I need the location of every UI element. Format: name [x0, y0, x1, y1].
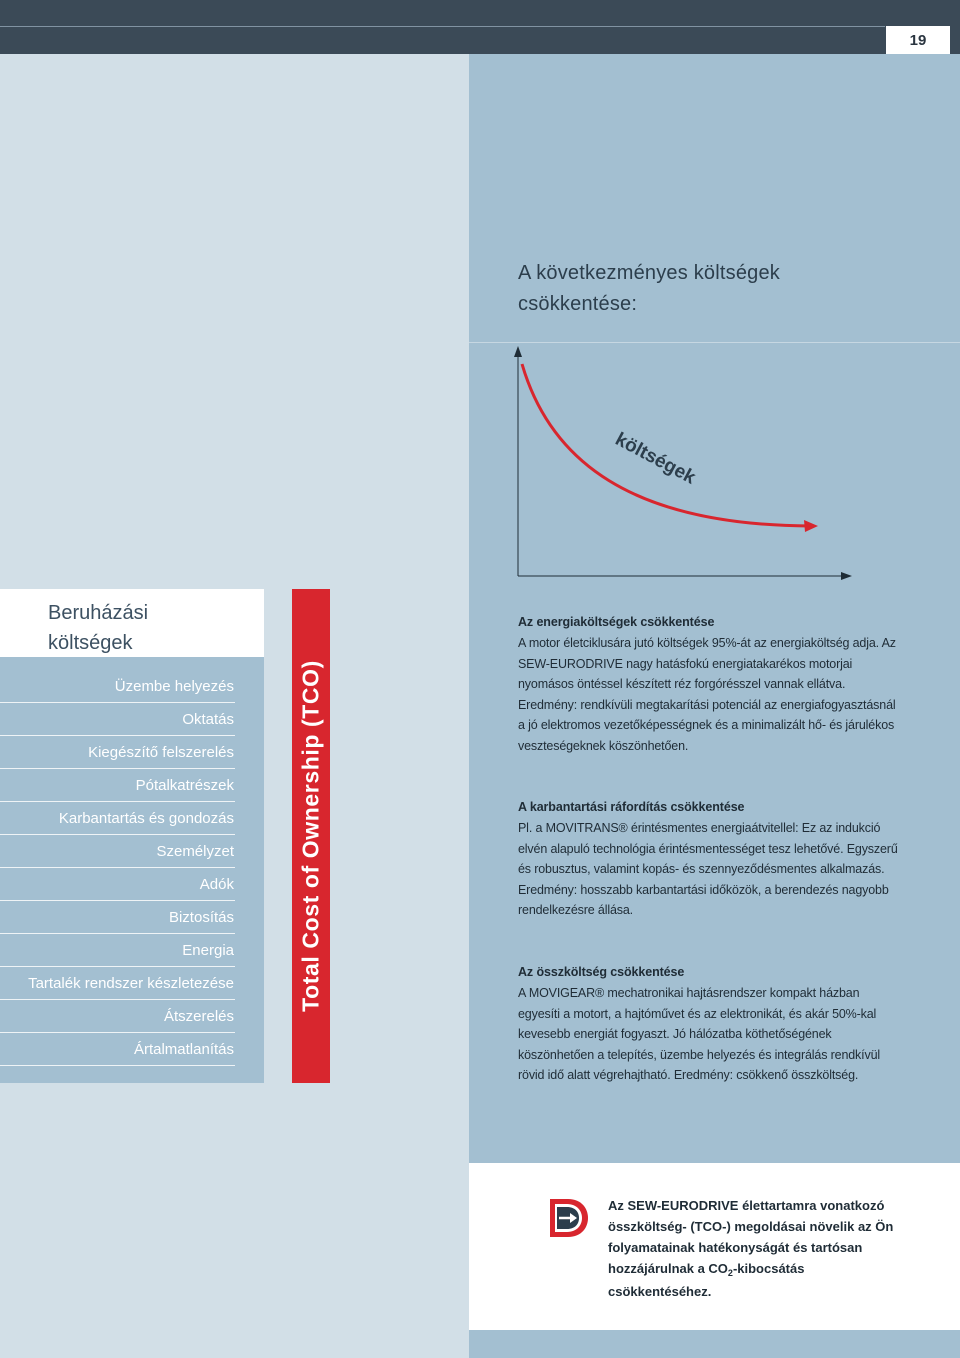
cost-curve-chart: [480, 340, 860, 590]
cost-item: Energia: [0, 934, 235, 967]
top-bar-divider: [0, 26, 886, 27]
cost-item: Adók: [0, 868, 235, 901]
cost-item: Átszerelés: [0, 1000, 235, 1033]
cost-title-line-2: költségek: [48, 632, 133, 654]
cost-item: Ártalmatlanítás: [0, 1033, 235, 1066]
cost-panel-title: [48, 598, 148, 658]
section-total-cost: [518, 965, 898, 1086]
section-title: Az energiaköltségek csökkentése: [518, 615, 715, 629]
section-maintenance: [518, 800, 898, 921]
cost-item: Karbantartás és gondozás: [0, 802, 235, 835]
top-bar: [0, 0, 960, 54]
callout-text: [608, 1195, 908, 1302]
cost-item: Tartalék rendszer készletezése: [0, 967, 235, 1000]
cost-item: Biztosítás: [0, 901, 235, 934]
cost-item: Pótalkatrészek: [0, 769, 235, 802]
bottom-strip: [469, 1330, 960, 1358]
cost-item: Személyzet: [0, 835, 235, 868]
callout-end: -kibocsátás csökkentéséhez.: [608, 1261, 805, 1299]
x-axis-arrow: [841, 572, 852, 580]
callout-main: Az SEW-EURODRIVE élettartamra vonatkozó összköltség- (TCO-) megoldásai növelik az Ön folyamatainak hatékonyságát és tartósan hozzájárulnak a CO: [608, 1198, 894, 1276]
cost-item: Oktatás: [0, 703, 235, 736]
curve-label: költségek: [611, 428, 699, 489]
co2-subscript: 2: [727, 1268, 733, 1278]
cost-list: [0, 670, 235, 1066]
cost-title-line-1: Beruházási: [48, 602, 149, 624]
headline-line-2: csökkentése:: [518, 293, 638, 315]
y-axis-arrow: [514, 346, 522, 357]
section-energy: [518, 615, 898, 757]
page-number: 19: [885, 26, 950, 54]
cost-item: Kiegészítő felszerelés: [0, 736, 235, 769]
sew-logo-icon: [548, 1197, 590, 1239]
section-title: A karbantartási ráfordítás csökkentése: [518, 800, 745, 814]
section-text: A MOVIGEAR® mechatronikai hajtásrendszer kompakt házban egyesíti a motort, a hajtóművet és az elektronikát, és akár 50%-kal kevesebb energiát fogyaszt. Jó hálózatba köthetőségének köszönhetően a telepítés, üzembe helyezés és integrálás rendkívül rövid idő alatt végrehajtható. Eredmény: csökkenő összköltség.: [518, 986, 881, 1083]
section-text: A motor életciklusára jutó költségek 95%-át az energiaköltség adja. Az SEW-EURODRIVE nagy hatásfokú energiatakarékos motorjai nyomásos öntéssel készített réz forgórésszel vannak ellátva. Eredmény: rendkívüli megtakarítási potenciál az energiafogyasztásnál a jó elektromos vezetőképességnek és a minimalizált hő- és járulékos veszteségeknek köszönhetően.: [518, 636, 896, 753]
cost-curve: [522, 364, 810, 526]
headline-line-1: A következményes költségek: [518, 262, 780, 284]
tco-label: Total Cost of Ownership (TCO): [297, 660, 324, 1012]
section-text: Pl. a MOVITRANS® érintésmentes energiaátvitellel: Ez az indukció elvén alapuló technológia érintésmentességet tesz lehetővé. Egyszerű és robusztus, valamint kopás- és szennyeződésmentes alkalmazás. Eredmény: hosszabb karbantartási időközök, a berendezés nagyobb rendelkezésre állása.: [518, 821, 898, 918]
page-headline: [518, 258, 938, 320]
cost-item: Üzembe helyezés: [0, 670, 235, 703]
section-title: Az összköltség csökkentése: [518, 965, 685, 979]
cost-curve-arrow: [804, 520, 818, 532]
